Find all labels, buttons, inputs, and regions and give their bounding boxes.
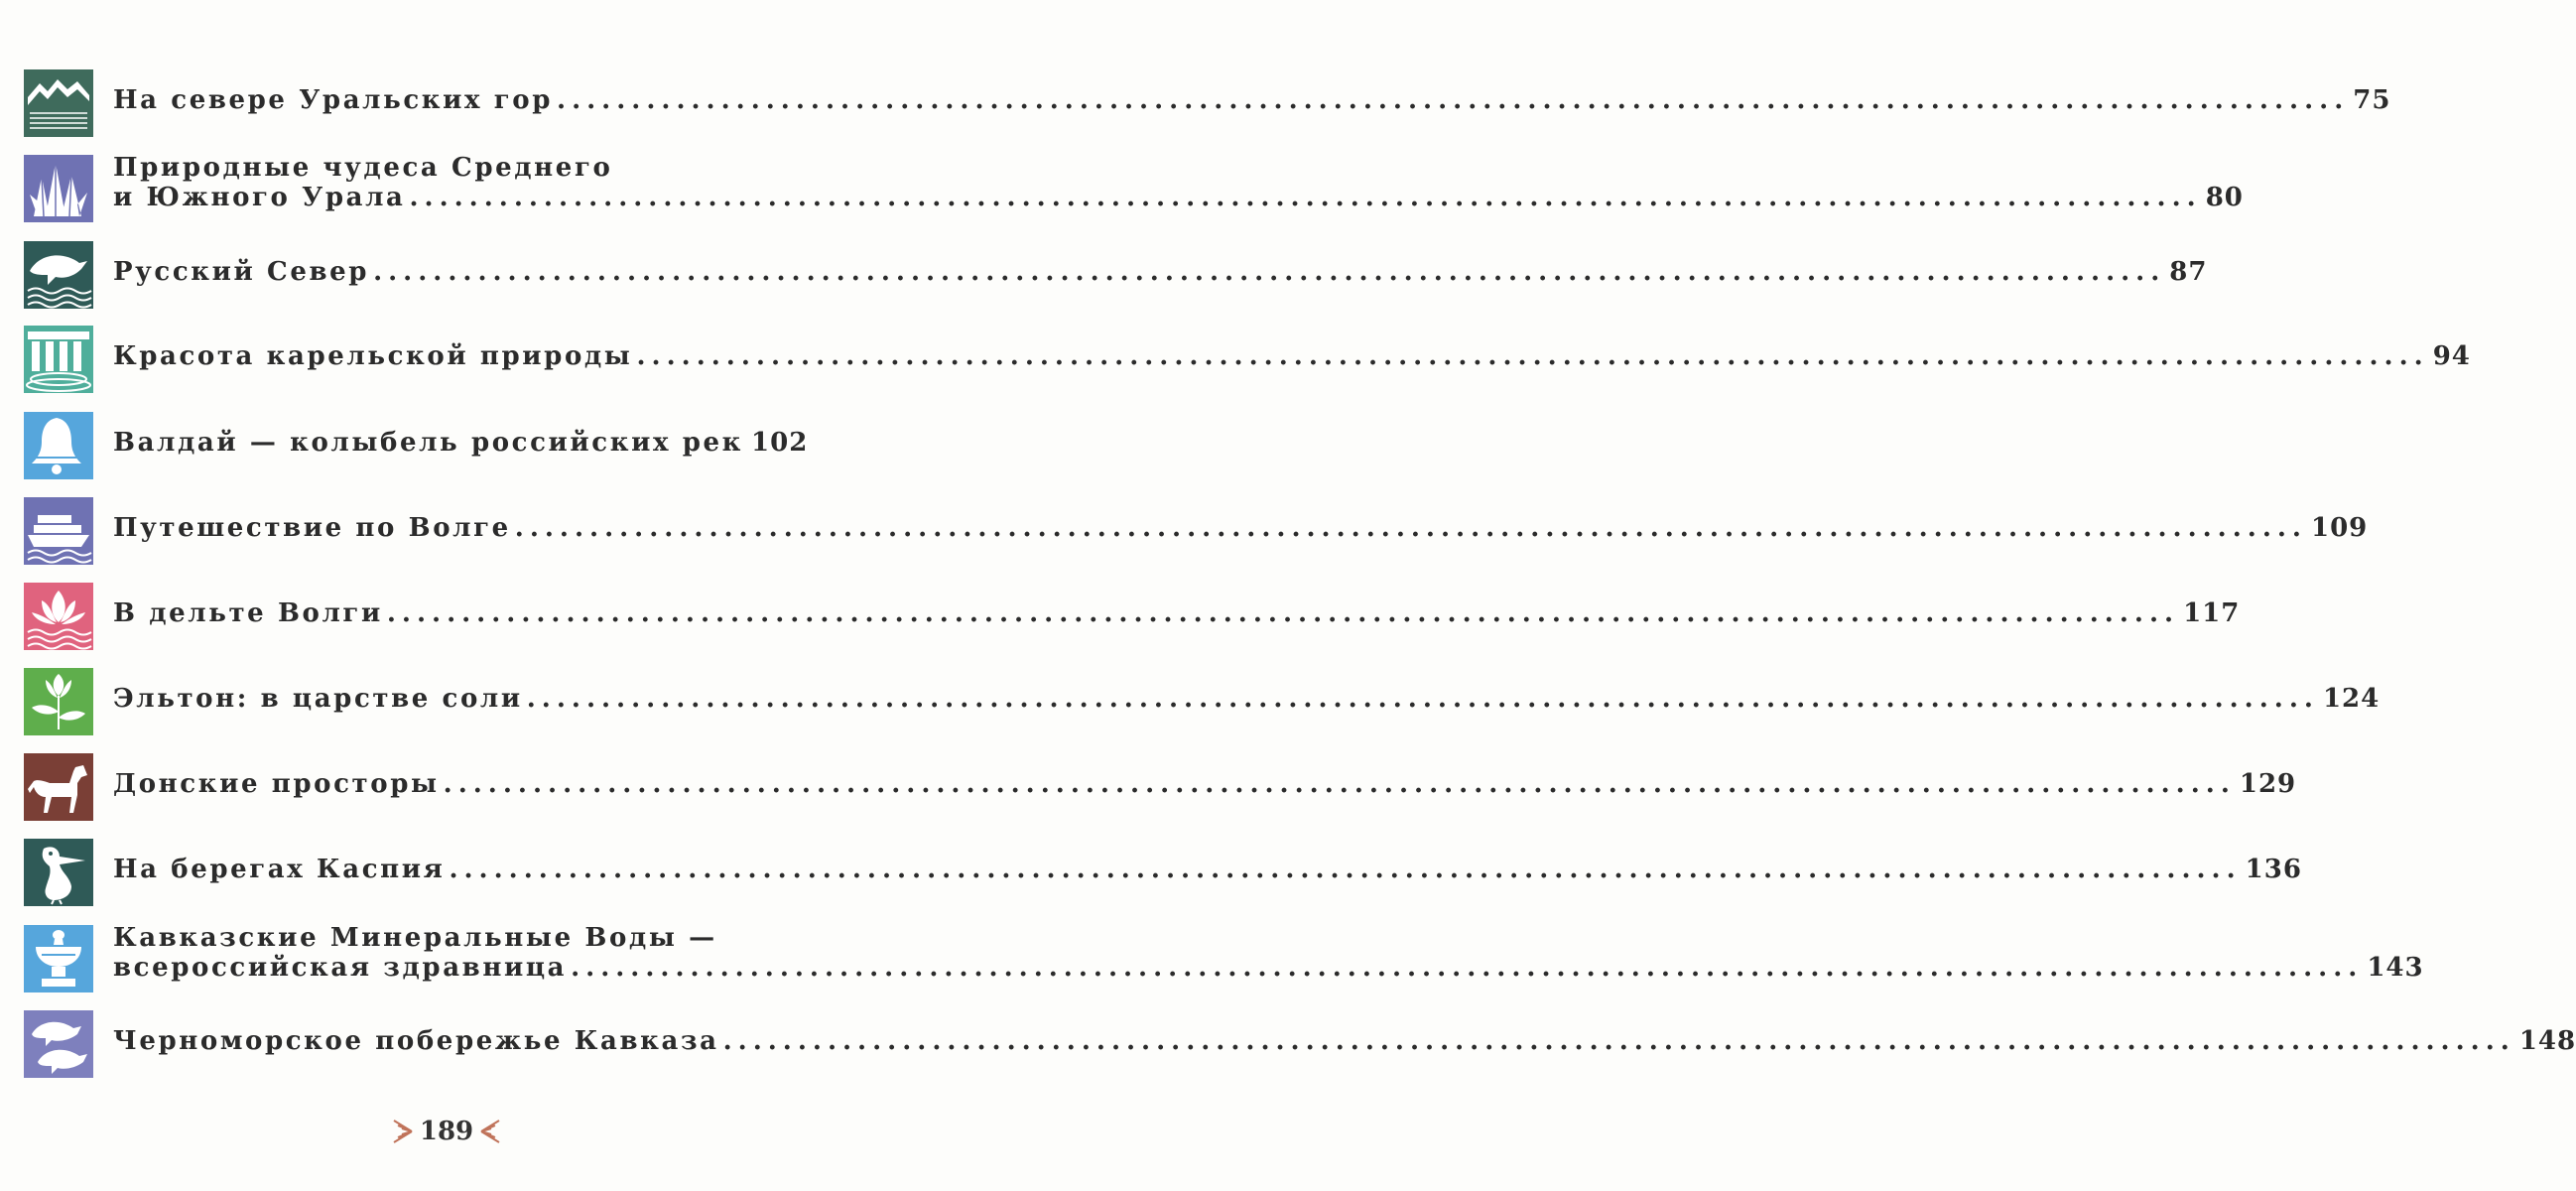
- dot-leader: ........................................................................................................................: [409, 183, 2202, 212]
- toc-entry-title: Русский Север: [113, 257, 370, 287]
- toc-page-number: 87: [2169, 257, 2208, 287]
- toc-entry-title: Валдай — колыбель российских рек: [113, 428, 744, 458]
- toc-entry-title: В дельте Волги: [113, 598, 383, 628]
- lotus-icon: [24, 583, 93, 650]
- pelican-icon: [24, 839, 93, 906]
- toc-page-number: 102: [751, 428, 809, 458]
- dot-leader: ........................................................................................................................: [373, 257, 2166, 287]
- toc-entry-title: Черноморское побережье Кавказа: [113, 1026, 719, 1056]
- toc-page-number: 143: [2367, 953, 2424, 983]
- dot-leader: ........................................................................................................................: [514, 513, 2307, 543]
- dot-leader: ........................................................................................................................: [557, 85, 2350, 115]
- dolphin-icon: [24, 241, 93, 309]
- toc-entry-title: Донские просторы: [113, 769, 440, 799]
- dot-leader: ........................................................................................................................: [526, 684, 2319, 714]
- toc-entry-title: На севере Уральских гор: [113, 85, 554, 115]
- ornament-right-icon: [479, 1119, 503, 1144]
- toc-page-number: 117: [2183, 598, 2241, 628]
- ornament-left-icon: [390, 1119, 414, 1144]
- dolphins-icon: [24, 1010, 93, 1078]
- toc-entry-title: На берегах Каспия: [113, 855, 446, 884]
- toc-page-number: 148: [2518, 1026, 2576, 1056]
- dot-leader: ........................................................................................................................: [443, 769, 2236, 799]
- dot-leader: ........................................................................................................................: [722, 1026, 2515, 1056]
- toc-entry-title: Эльтон: в царстве соли: [113, 684, 523, 714]
- crystals-icon: [24, 155, 93, 222]
- bell-icon: [24, 412, 93, 479]
- toc-page-number: 136: [2245, 855, 2302, 884]
- toc-page-number: 129: [2239, 769, 2297, 799]
- toc-entry-title: всероссийская здравница: [113, 953, 568, 983]
- toc-entry-title: Красота карельской природы: [113, 341, 633, 371]
- toc-page-number: 94: [2432, 341, 2471, 371]
- page-number-box: [390, 1117, 503, 1146]
- dot-leader: ........................................................................................................................: [571, 953, 2364, 983]
- flower-icon: [24, 668, 93, 735]
- toc-page-number: 109: [2310, 513, 2369, 543]
- mountains-icon: [24, 69, 93, 137]
- page-footer: [0, 1117, 893, 1148]
- horse-icon: [24, 753, 93, 821]
- toc-entry-title: Кавказские Минеральные Воды —: [113, 923, 717, 953]
- toc-page-number: 75: [2353, 85, 2391, 115]
- waterfall-icon: [24, 326, 93, 393]
- toc-entry-title: Путешествие по Волге: [113, 513, 511, 543]
- dot-leader: ........................................................................................................................: [386, 598, 2180, 628]
- toc-page-number: 80: [2205, 183, 2244, 212]
- fountain-icon: [24, 925, 93, 992]
- toc-entry-title: и Южного Урала: [113, 183, 406, 212]
- dot-leader: ........................................................................................................................: [636, 341, 2429, 371]
- ship-icon: [24, 497, 93, 565]
- page-number: 189: [419, 1117, 474, 1146]
- toc-page-number: 124: [2322, 684, 2381, 714]
- toc-entry-title: Природные чудеса Среднего: [113, 153, 613, 183]
- dot-leader: ........................................................................................................................: [449, 855, 2242, 884]
